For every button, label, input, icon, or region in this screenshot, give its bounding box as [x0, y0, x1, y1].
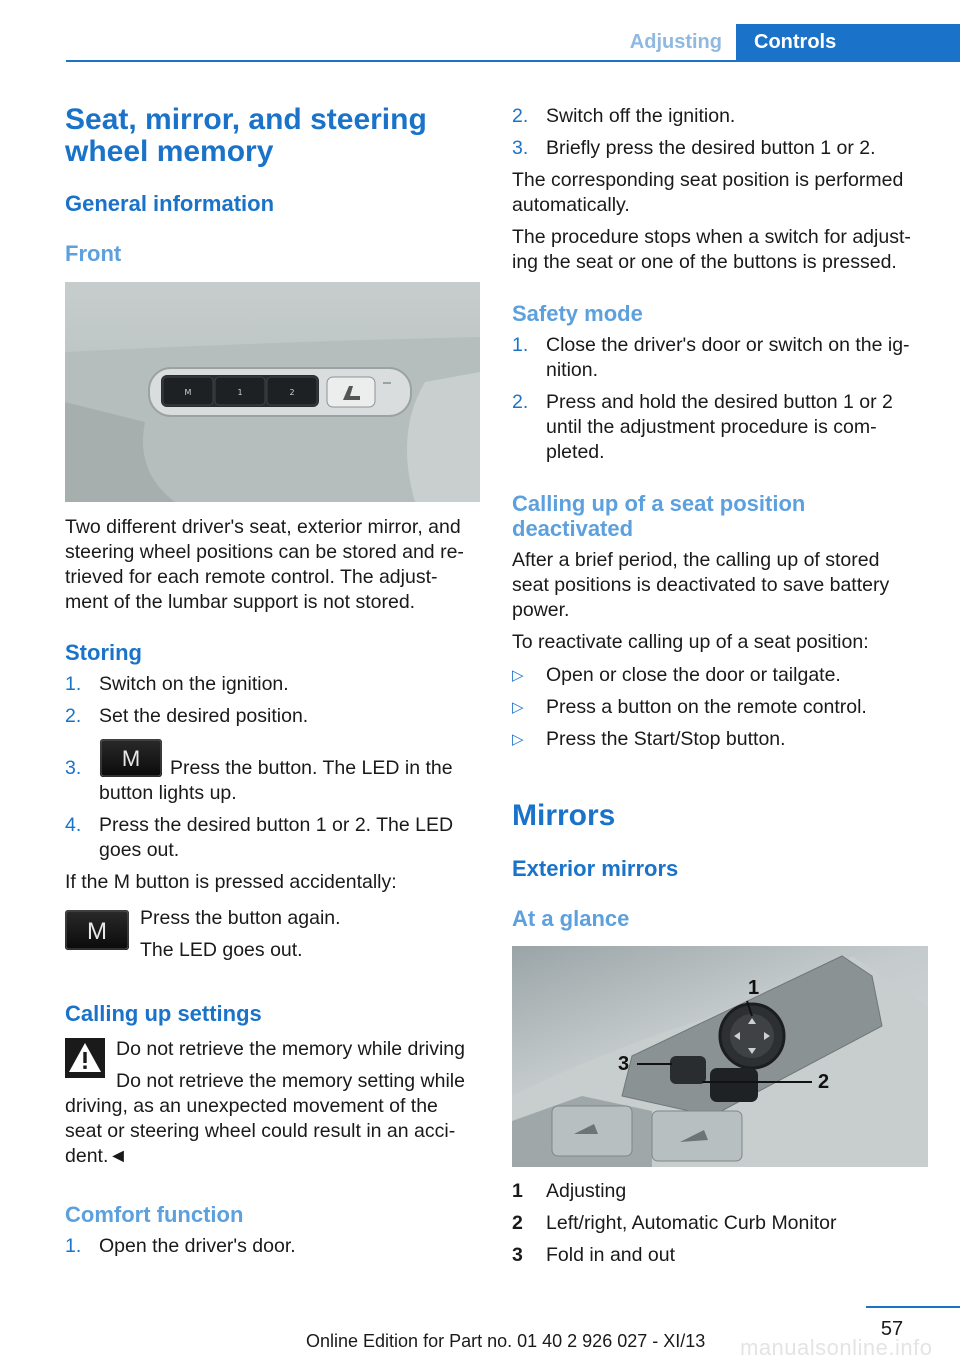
step-number: 1. [512, 334, 529, 356]
heading-at-a-glance: At a glance [512, 906, 630, 931]
legend-text: Adjusting [546, 1180, 627, 1202]
section-label: Adjusting [629, 31, 722, 53]
heading-exterior-mirrors: Exterior mirrors [512, 856, 679, 881]
step-text-cont: pleted. [546, 441, 605, 463]
page-title-line2: wheel memory [65, 135, 274, 168]
bullet-triangle-icon: ▷ [512, 731, 524, 748]
page-header [66, 24, 960, 62]
step-text: Close the driver's door or switch on the ig‐ [546, 334, 910, 356]
para1-line-2: automatically. [512, 194, 630, 216]
footer-rule [866, 1306, 960, 1308]
watermark: manualsonline.info [740, 1335, 933, 1360]
chapter-tab: Controls [736, 24, 960, 60]
step-text: Press the desired button 1 or 2. The LED [99, 814, 454, 836]
m-button-icon [100, 739, 162, 777]
step-number: 1. [65, 1235, 82, 1257]
para2-line-1: The procedure stops when a switch for adjust‐ [512, 226, 911, 248]
warning-line-2: driving, as an unexpected movement of the [65, 1095, 438, 1117]
heading-deactivated-line2: deactivated [512, 516, 634, 541]
bullet-triangle-icon: ▷ [512, 667, 524, 684]
list-item: Open or close the door or tailgate. [546, 664, 841, 686]
page-title-line1: Seat, mirror, and steering [65, 103, 427, 136]
step-text: Set the desired position. [99, 705, 309, 727]
accident-line-2: The LED goes out. [140, 939, 303, 961]
deact-line-1: After a brief period, the calling up of stored [512, 549, 880, 571]
warning-line-4: dent.◄ [65, 1145, 128, 1167]
memory-buttons-photo [65, 282, 480, 502]
panel-label-2: 2 [289, 388, 295, 397]
m-button-icon [65, 910, 129, 950]
step-number: 2. [512, 105, 529, 127]
mirror-controls-photo [512, 946, 928, 1167]
mirror-switch-illustration [512, 946, 928, 1167]
svg-text:M: M [87, 918, 107, 945]
legend-number: 3 [512, 1244, 523, 1266]
legend-text: Fold in and out [546, 1244, 676, 1266]
edition-note: Online Edition for Part no. 01 40 2 926 027 - XI/13 [306, 1331, 706, 1351]
warning-line-1: Do not retrieve the memory setting while [116, 1070, 465, 1092]
step-text-cont: goes out. [99, 839, 180, 861]
para1-line-1: The corresponding seat position is performed [512, 169, 904, 191]
step-number: 1. [65, 673, 82, 695]
step-number: 4. [65, 814, 82, 836]
heading-calling-up-settings: Calling up settings [65, 1001, 262, 1026]
list-item: Press the Start/Stop button. [546, 728, 786, 750]
intro-line-3: trieved for each remote control. The adjust‐ [65, 566, 438, 588]
step-text-cont: nition. [546, 359, 599, 381]
callout-2: 2 [818, 1071, 830, 1093]
heading-comfort-function: Comfort function [65, 1202, 244, 1227]
bullet-triangle-icon: ▷ [512, 699, 524, 716]
legend-number: 2 [512, 1212, 523, 1234]
heading-safety-mode: Safety mode [512, 301, 643, 326]
page-number: 57 [880, 1318, 904, 1340]
reactivate-intro: To reactivate calling up of a seat position: [512, 631, 869, 653]
legend-number: 1 [512, 1180, 523, 1202]
heading-mirrors: Mirrors [512, 799, 616, 832]
step-number: 2. [512, 391, 529, 413]
door-panel-illustration [65, 282, 480, 502]
intro-line-4: ment of the lumbar support is not stored. [65, 591, 416, 613]
heading-general-information: General information [65, 191, 275, 216]
warning-title: Do not retrieve the memory while driving [116, 1038, 465, 1060]
svg-text:M: M [121, 746, 141, 771]
step-text-cont: button lights up. [99, 782, 237, 804]
accident-intro: If the M button is pressed accidentally: [65, 871, 397, 893]
para2-line-2: ing the seat or one of the buttons is pressed. [512, 251, 897, 273]
step-text: Briefly press the desired button 1 or 2. [546, 137, 876, 159]
heading-front: Front [65, 241, 122, 266]
callout-1: 1 [748, 977, 760, 999]
list-item: Press a button on the remote control. [546, 696, 867, 718]
heading-deactivated-line1: Calling up of a seat position [512, 491, 806, 516]
deact-line-2: seat positions is deactivated to save battery [512, 574, 890, 596]
callout-3: 3 [618, 1053, 630, 1075]
step-text: Press the button. The LED in the [170, 757, 453, 779]
step-text: Switch off the ignition. [546, 105, 736, 127]
deact-line-3: power. [512, 599, 570, 621]
step-text-cont: until the adjustment procedure is com‐ [546, 416, 877, 438]
intro-line-1: Two different driver's seat, exterior mirror, and [65, 516, 461, 538]
step-number: 3. [512, 137, 529, 159]
panel-label-1: 1 [237, 388, 243, 397]
legend-text: Left/right, Automatic Curb Monitor [546, 1212, 837, 1234]
accident-line-1: Press the button again. [140, 907, 341, 929]
warning-line-3: seat or steering wheel could result in an acci‐ [65, 1120, 456, 1142]
panel-label-m: M [184, 388, 192, 397]
step-text: Press and hold the desired button 1 or 2 [546, 391, 893, 413]
step-number: 3. [65, 757, 82, 779]
heading-storing: Storing [65, 640, 142, 665]
warning-icon [65, 1038, 105, 1078]
step-number: 2. [65, 705, 82, 727]
step-text: Open the driver's door. [99, 1235, 296, 1257]
step-text: Switch on the ignition. [99, 673, 289, 695]
intro-line-2: steering wheel positions can be stored and re‐ [65, 541, 464, 563]
